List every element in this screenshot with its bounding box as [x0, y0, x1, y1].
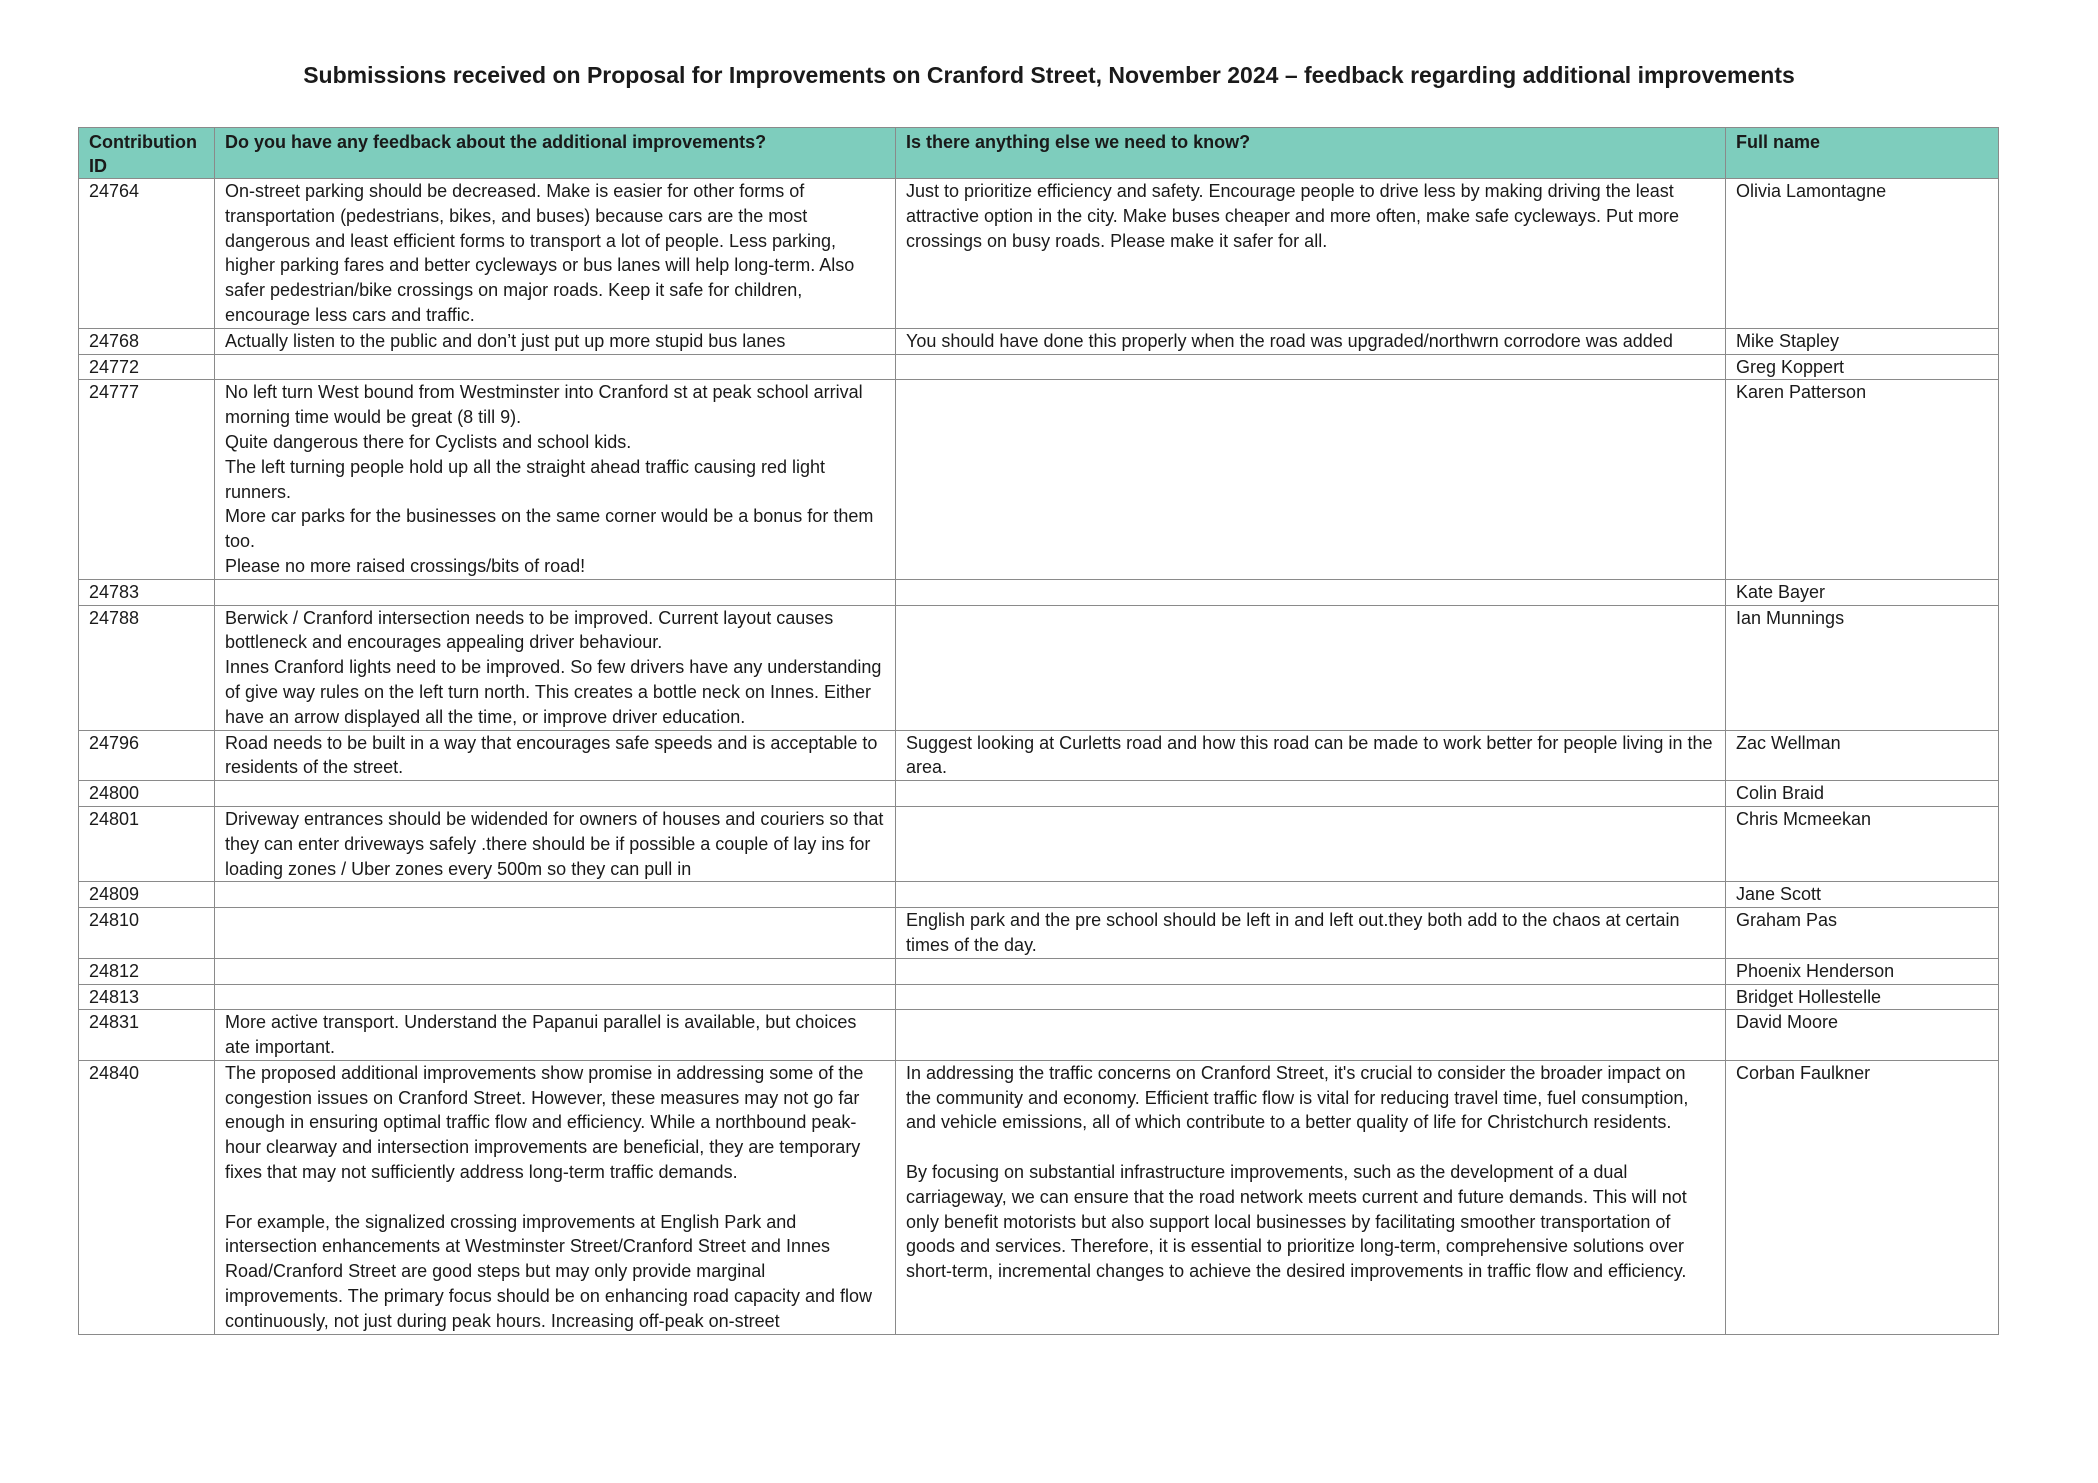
cell-contribution-id: 24777: [79, 380, 215, 579]
cell-anything-else: [896, 354, 1726, 380]
header-anything-else: Is there anything else we need to know?: [896, 128, 1726, 179]
cell-full-name: Kate Bayer: [1726, 579, 1999, 605]
table-row: [79, 908, 1999, 959]
cell-anything-else: [896, 984, 1726, 1010]
cell-contribution-id: 24840: [79, 1060, 215, 1334]
cell-contribution-id: 24813: [79, 984, 215, 1010]
cell-feedback: [215, 882, 896, 908]
table-header-row: [79, 128, 1999, 179]
table-row: [79, 730, 1999, 781]
cell-anything-else: [896, 579, 1726, 605]
cell-feedback: More active transport. Understand the Papanui parallel is available, but choices ate important.: [215, 1010, 896, 1061]
cell-feedback: Berwick / Cranford intersection needs to be improved. Current layout causes bottleneck and encourages appealing driver behaviour. Innes Cranford lights need to be improved. So few drivers have any understanding of give way rules on the left turn north. This creates a bottle neck on Innes. Either have an arrow displayed all the time, or improve driver education.: [215, 605, 896, 730]
cell-full-name: Colin Braid: [1726, 781, 1999, 807]
cell-full-name: Olivia Lamontagne: [1726, 179, 1999, 329]
cell-anything-else: [896, 882, 1726, 908]
cell-feedback: On-street parking should be decreased. Make is easier for other forms of transportation (pedestrians, bikes, and buses) because cars are the most dangerous and least efficient forms to transport a lot of people. Less parking, higher parking fares and better cycleways or bus lanes will help long-term. Also safer pedestrian/bike crossings on major roads. Keep it safe for children, encourage less cars and traffic.: [215, 179, 896, 329]
cell-full-name: Bridget Hollestelle: [1726, 984, 1999, 1010]
cell-contribution-id: 24831: [79, 1010, 215, 1061]
cell-anything-else: [896, 1010, 1726, 1061]
cell-contribution-id: 24764: [79, 179, 215, 329]
table-row: [79, 605, 1999, 730]
cell-feedback: Driveway entrances should be widended for owners of houses and couriers so that they can enter driveways safely .there should be if possible a couple of lay ins for loading zones / Uber zones every 500m so they can pull in: [215, 806, 896, 881]
table-row: [79, 958, 1999, 984]
cell-full-name: Greg Koppert: [1726, 354, 1999, 380]
cell-anything-else: [896, 958, 1726, 984]
table-row: [79, 328, 1999, 354]
cell-full-name: Phoenix Henderson: [1726, 958, 1999, 984]
page-title: Submissions received on Proposal for Improvements on Cranford Street, November 2024 – feedback regarding additional improvements: [303, 62, 1795, 88]
cell-full-name: Chris Mcmeekan: [1726, 806, 1999, 881]
cell-contribution-id: 24809: [79, 882, 215, 908]
cell-full-name: Ian Munnings: [1726, 605, 1999, 730]
cell-contribution-id: 24768: [79, 328, 215, 354]
cell-contribution-id: 24788: [79, 605, 215, 730]
cell-contribution-id: 24800: [79, 781, 215, 807]
cell-full-name: David Moore: [1726, 1010, 1999, 1061]
table-row: [79, 781, 1999, 807]
cell-contribution-id: 24796: [79, 730, 215, 781]
table-row: [79, 1060, 1999, 1334]
table-body: [79, 179, 1999, 1335]
cell-contribution-id: 24812: [79, 958, 215, 984]
cell-anything-else: In addressing the traffic concerns on Cranford Street, it's crucial to consider the broader impact on the community and economy. Efficient traffic flow is vital for reducing travel time, fuel consumption, and vehicle emissions, all of which contribute to a better quality of life for Christchurch residents. By focusing on substantial infrastructure improvements, such as the development of a dual carriageway, we can ensure that the road network meets current and future demands. This will not only benefit motorists but also support local businesses by facilitating smoother transportation of goods and services. Therefore, it is essential to prioritize long-term, comprehensive solutions over short-term, incremental changes to achieve the desired improvements in traffic flow and efficiency.: [896, 1060, 1726, 1334]
cell-full-name: Jane Scott: [1726, 882, 1999, 908]
table-row: [79, 179, 1999, 329]
table-row: [79, 380, 1999, 579]
table-row: [79, 354, 1999, 380]
cell-anything-else: [896, 605, 1726, 730]
cell-feedback: No left turn West bound from Westminster into Cranford st at peak school arrival morning time would be great (8 till 9). Quite dangerous there for Cyclists and school kids. The left turning people hold up all the straight ahead traffic causing red light runners. More car parks for the businesses on the same corner would be a bonus for them too. Please no more raised crossings/bits of road!: [215, 380, 896, 579]
table-row: [79, 579, 1999, 605]
cell-full-name: Zac Wellman: [1726, 730, 1999, 781]
cell-anything-else: [896, 806, 1726, 881]
cell-feedback: Road needs to be built in a way that encourages safe speeds and is acceptable to residents of the street.: [215, 730, 896, 781]
cell-feedback: [215, 958, 896, 984]
cell-contribution-id: 24801: [79, 806, 215, 881]
cell-feedback: The proposed additional improvements show promise in addressing some of the congestion issues on Cranford Street. However, these measures may not go far enough in ensuring optimal traffic flow and efficiency. While a northbound peak-hour clearway and intersection improvements are beneficial, they are temporary fixes that may not sufficiently address long-term traffic demands. For example, the signalized crossing improvements at English Park and intersection enhancements at Westminster Street/Cranford Street and Innes Road/Cranford Street are good steps but may only provide marginal improvements. The primary focus should be on enhancing road capacity and flow continuously, not just during peak hours. Increasing off-peak on-street: [215, 1060, 896, 1334]
cell-anything-else: Just to prioritize efficiency and safety. Encourage people to drive less by making driving the least attractive option in the city. Make buses cheaper and more often, make safe cycleways. Put more crossings on busy roads. Please make it safer for all.: [896, 179, 1726, 329]
cell-feedback: [215, 781, 896, 807]
cell-anything-else: [896, 781, 1726, 807]
header-contribution-id: Contribution ID: [79, 128, 215, 179]
cell-contribution-id: 24772: [79, 354, 215, 380]
header-full-name: Full name: [1726, 128, 1999, 179]
cell-feedback: [215, 984, 896, 1010]
cell-contribution-id: 24783: [79, 579, 215, 605]
table-row: [79, 1010, 1999, 1061]
cell-anything-else: You should have done this properly when the road was upgraded/northwrn corrodore was added: [896, 328, 1726, 354]
cell-feedback: Actually listen to the public and don’t just put up more stupid bus lanes: [215, 328, 896, 354]
cell-full-name: Graham Pas: [1726, 908, 1999, 959]
cell-full-name: Karen Patterson: [1726, 380, 1999, 579]
cell-full-name: Mike Stapley: [1726, 328, 1999, 354]
cell-anything-else: Suggest looking at Curletts road and how this road can be made to work better for people living in the area.: [896, 730, 1726, 781]
submissions-table: [78, 127, 1999, 1335]
cell-contribution-id: 24810: [79, 908, 215, 959]
cell-anything-else: English park and the pre school should be left in and left out.they both add to the chaos at certain times of the day.: [896, 908, 1726, 959]
cell-anything-else: [896, 380, 1726, 579]
table-row: [79, 806, 1999, 881]
cell-full-name: Corban Faulkner: [1726, 1060, 1999, 1334]
cell-feedback: [215, 579, 896, 605]
header-feedback: Do you have any feedback about the additional improvements?: [215, 128, 896, 179]
cell-feedback: [215, 354, 896, 380]
cell-feedback: [215, 908, 896, 959]
table-row: [79, 984, 1999, 1010]
table-row: [79, 882, 1999, 908]
